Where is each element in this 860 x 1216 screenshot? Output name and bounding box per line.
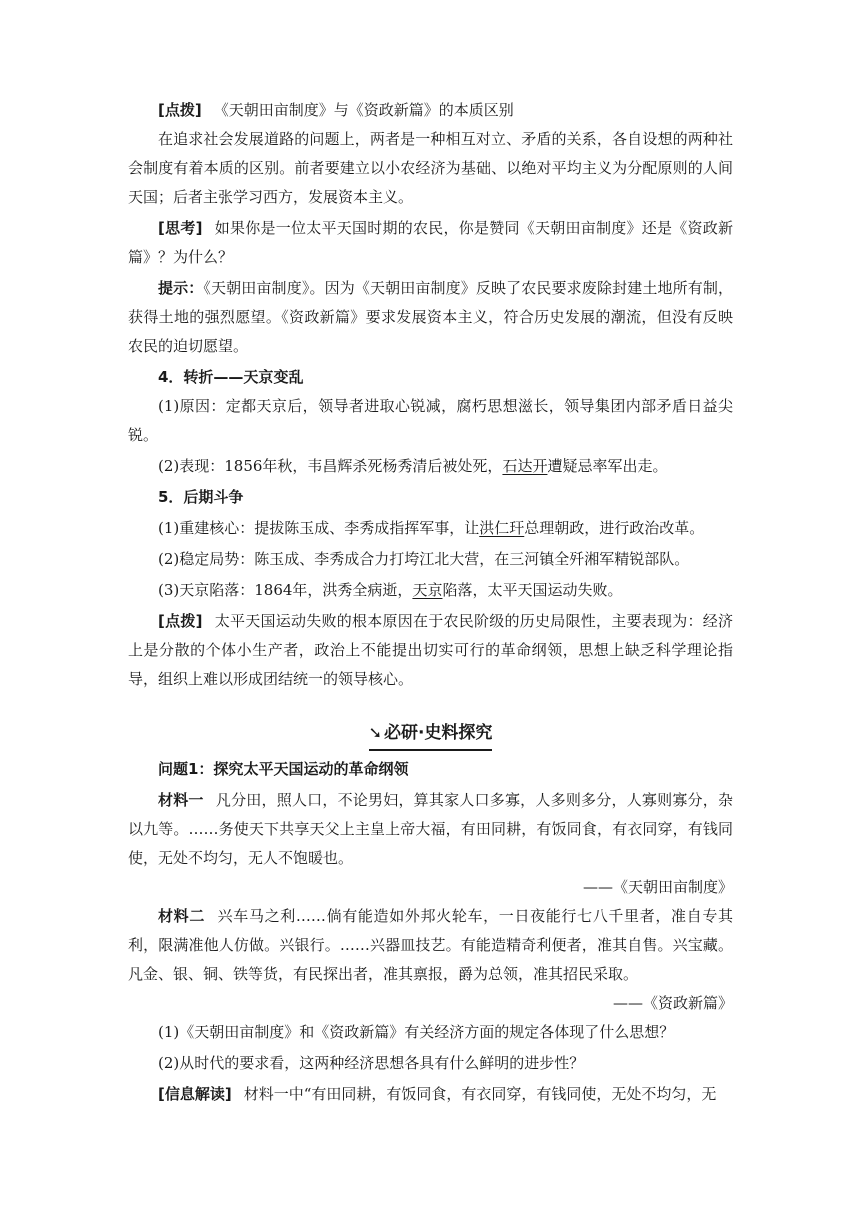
section-5-item-3-post: 陷落，太平天国运动失败。 (442, 581, 623, 599)
section-header (128, 718, 733, 751)
arrow-icon: ➘ (368, 723, 382, 742)
hint-label: 提示： (158, 279, 204, 297)
material-2-source: ——《资政新篇》 (612, 994, 733, 1012)
document-content (128, 96, 733, 1109)
material-2 (128, 902, 733, 989)
info-tag: [信息解读] (158, 1085, 232, 1103)
think-question: 如果你是一位太平天国时期的农民，你是赞同《天朝田亩制度》还是《资政新篇》？为什么？ (128, 219, 733, 266)
section-5-item-2: (2)稳定局势：陈玉成、李秀成合力打垮江北大营，在三河镇全歼湘军精锐部队。 (158, 550, 690, 568)
note-body-1: 在追求社会发展道路的问题上，两者是一种相互对立、矛盾的关系，各自设想的两种社会制度有着本质的区别。前者要建立以小农经济为基础、以绝对平均主义为分配原则的人间天国；后者主张学习西方，发展资本主义。 (128, 130, 733, 206)
material-1-text: 凡分田，照人口，不论男妇，算其家人口多寡，人多则多分，人寡则寡分，杂以九等。……务使天下共享天父上主皇上帝大福，有田同耕，有饭同食，有衣同穿，有钱同使，无处不均匀，无人不饱暖也。 (128, 791, 733, 867)
material-1-label: 材料一 (158, 791, 204, 809)
note-tag-2: [点拨] (158, 612, 203, 630)
note-paragraph-2 (128, 607, 733, 694)
section-header-title-wrap (369, 718, 493, 751)
material-2-label: 材料二 (158, 907, 205, 925)
info-paragraph (128, 1080, 733, 1109)
note-tag: [点拨] (158, 101, 202, 119)
section-4-item-1: (1)原因：定都天京后，领导者进取心锐减，腐朽思想滋长，领导集团内部矛盾日益尖锐。 (128, 397, 733, 444)
section-4-item-2 (128, 452, 733, 481)
think-paragraph (128, 214, 733, 272)
section-5-item-3-pre: (3)天京陷落：1864年，洪秀全病逝， (158, 581, 413, 599)
hint-paragraph (128, 274, 733, 361)
material-1-source: ——《天朝田亩制度》 (582, 878, 733, 896)
hint-text: 《天朝田亩制度》。因为《天朝田亩制度》反映了农民要求废除封建土地所有制，获得土地的强烈愿望。《资政新篇》要求发展资本主义，符合历史发展的潮流，但没有反映农民的迫切愿望。 (128, 279, 733, 355)
underlined-term-shidakai: 石达开 (502, 457, 548, 475)
question-1-title: 问题1：探究太平天国运动的革命纲领 (158, 760, 409, 778)
section-4-item-2-pre: (2)表现：1856年秋，韦昌辉杀死杨秀清后被处死， (158, 457, 503, 475)
note-paragraph-1 (128, 96, 733, 125)
sub-question-1: (1)《天朝田亩制度》和《资政新篇》有关经济方面的规定各体现了什么思想？ (158, 1023, 675, 1041)
note-title: 《天朝田亩制度》与《资政新篇》的本质区别 (213, 101, 514, 119)
section-5-item-1 (128, 514, 733, 543)
section-4-heading: 4．转折——天京变乱 (158, 368, 304, 386)
info-text: 材料一中“有田同耕，有饭同食，有衣同穿，有钱同使，无处不均匀，无 (243, 1085, 717, 1103)
think-tag: [思考] (158, 219, 203, 237)
section-5-item-1-post: 总理朝政，进行政治改革。 (524, 519, 705, 537)
section-header-title: 必研·史料探究 (383, 723, 493, 743)
underlined-term-tianjing: 天京 (412, 581, 443, 599)
section-5-item-1-pre: (1)重建核心：提拔陈玉成、李秀成指挥军事，让 (158, 519, 480, 537)
section-5-item-3 (128, 576, 733, 605)
underlined-term-hongrengan: 洪仁玕 (479, 519, 525, 537)
section-4-item-2-post: 遭疑忌率军出走。 (547, 457, 668, 475)
note-body-2: 太平天国运动失败的根本原因在于农民阶级的历史局限性，主要表现为：经济上是分散的个体小生产者，政治上不能提出切实可行的革命纲领，思想上缺乏科学理论指导，组织上难以形成团结统一的领导核心。 (128, 612, 733, 688)
material-2-text: 兴车马之利……倘有能造如外邦火轮车，一日夜能行七八千里者，准自专其利，限满准他人仿做。兴银行。……兴器皿技艺。有能造精奇利便者，准其自售。兴宝藏。凡金、银、铜、铁等货，有民探出者，准其禀报，爵为总领，准其招民采取。 (128, 907, 733, 983)
material-1 (128, 786, 733, 873)
section-5-heading: 5．后期斗争 (158, 488, 244, 506)
sub-question-2: (2)从时代的要求看，这两种经济思想各具有什么鲜明的进步性？ (158, 1054, 585, 1072)
